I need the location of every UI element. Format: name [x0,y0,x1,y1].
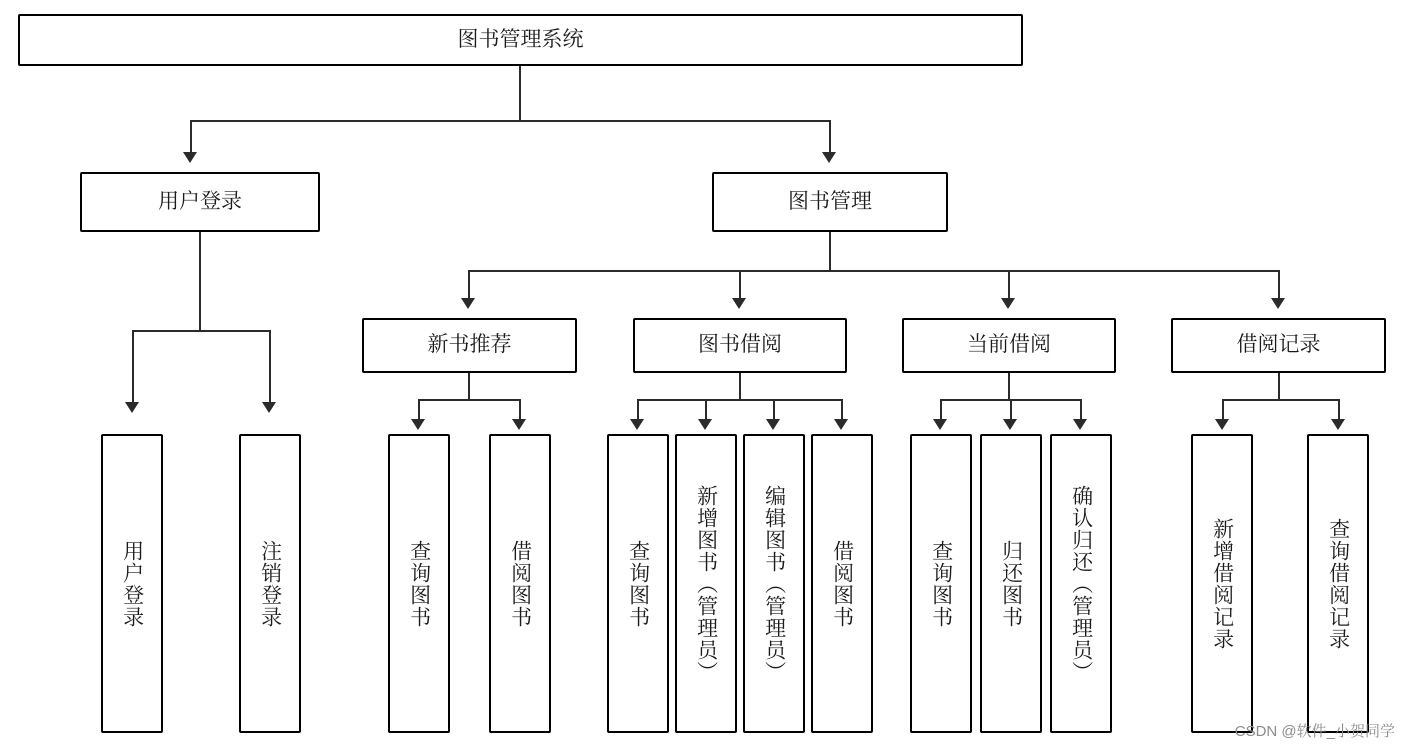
connector-book-borrow-drop-3 [773,399,775,421]
connector-new-book-drop-2 [519,399,521,421]
node-leaf-return-book-label: 归还图书 [999,539,1023,628]
connector-book-manage-drop-2 [739,270,741,300]
connector-book-manage-drop-4 [1278,270,1280,300]
node-book-borrow[interactable] [633,318,847,373]
arrow-book-manage-borrow-record [1271,298,1285,309]
node-leaf-confirm-return[interactable] [1050,434,1112,733]
node-leaf-query-book-3[interactable] [910,434,972,733]
arrow-user-login-leaf-1 [125,402,139,413]
node-leaf-query-book-1-label: 查询图书 [407,539,431,628]
arrow-current-borrow-leaf-1 [933,419,947,430]
arrow-root-to-book-manage [822,152,836,163]
node-leaf-add-record-label: 新增借阅记录 [1210,517,1234,650]
connector-root-to-book-manage [829,120,831,155]
connector-current-borrow-drop-1 [940,399,942,421]
node-leaf-query-book-2-label: 查询图书 [626,539,650,628]
node-leaf-return-book[interactable] [980,434,1042,733]
watermark-text: CSDN @软件_小贺同学 [1234,723,1395,740]
arrow-root-to-user-login [183,152,197,163]
connector-book-manage-bus [468,270,1278,272]
connector-root-to-user-login [190,120,192,155]
node-leaf-query-record-label: 查询借阅记录 [1326,517,1350,650]
node-root[interactable] [18,14,1023,66]
node-leaf-query-record[interactable] [1307,434,1369,733]
connector-new-book-bus [418,399,521,401]
node-leaf-add-record[interactable] [1191,434,1253,733]
node-root-label: 图书管理系统 [457,27,584,51]
connector-current-borrow-drop-2 [1010,399,1012,421]
connector-borrow-record-stem [1278,373,1280,401]
node-leaf-borrow-book-1-label: 借阅图书 [508,539,532,628]
node-user-login[interactable] [80,172,320,232]
arrow-new-book-leaf-1 [411,419,425,430]
arrow-current-borrow-leaf-3 [1073,419,1087,430]
node-new-book-recommend-label: 新书推荐 [427,333,512,357]
node-leaf-query-book-3-label: 查询图书 [929,539,953,628]
arrow-borrow-record-leaf-2 [1331,419,1345,430]
arrow-new-book-leaf-2 [512,419,526,430]
arrow-book-borrow-leaf-3 [766,419,780,430]
connector-book-manage-stem [829,232,831,272]
node-leaf-confirm-return-label: 确认归还（管理员） [1069,484,1093,683]
connector-borrow-record-drop-1 [1222,399,1224,421]
connector-user-login-stem [199,232,201,332]
arrow-book-borrow-leaf-1 [630,419,644,430]
node-book-borrow-label: 图书借阅 [698,333,782,357]
node-leaf-logout-label: 注销登录 [258,539,282,628]
node-book-manage-label: 图书管理 [788,189,872,213]
arrow-user-login-leaf-2 [262,402,276,413]
arrow-current-borrow-leaf-2 [1003,419,1017,430]
connector-book-manage-drop-3 [1008,270,1010,300]
node-new-book-recommend[interactable] [362,318,577,373]
connector-book-borrow-drop-1 [637,399,639,421]
node-current-borrow[interactable] [902,318,1116,373]
node-leaf-add-book-label: 新增图书（管理员） [694,484,718,683]
node-leaf-logout[interactable] [239,434,301,733]
node-leaf-query-book-2[interactable] [607,434,669,733]
connector-user-login-drop-2 [269,330,271,404]
node-leaf-add-book[interactable] [675,434,737,733]
node-book-manage[interactable] [712,172,948,232]
arrow-book-manage-current-borrow [1001,298,1015,309]
arrow-book-borrow-leaf-4 [834,419,848,430]
node-leaf-edit-book-label: 编辑图书（管理员） [762,484,786,683]
connector-book-borrow-drop-4 [841,399,843,421]
arrow-book-manage-book-borrow [732,298,746,309]
connector-book-borrow-drop-2 [705,399,707,421]
arrow-borrow-record-leaf-1 [1215,419,1229,430]
connector-user-login-bus [132,330,269,332]
arrow-book-borrow-leaf-2 [698,419,712,430]
node-leaf-user-login-label: 用户登录 [120,539,144,628]
connector-book-manage-drop-1 [468,270,470,300]
node-leaf-edit-book[interactable] [743,434,805,733]
connector-user-login-drop-1 [132,330,134,404]
connector-borrow-record-drop-2 [1338,399,1340,421]
connector-root-bus [190,120,830,122]
connector-book-borrow-stem [739,373,741,401]
connector-root-stem [519,66,521,121]
node-leaf-borrow-book-1[interactable] [489,434,551,733]
node-leaf-borrow-book-2-label: 借阅图书 [830,539,854,628]
connector-book-borrow-bus [637,399,842,401]
node-leaf-borrow-book-2[interactable] [811,434,873,733]
node-current-borrow-label: 当前借阅 [967,333,1051,357]
connector-new-book-stem [468,373,470,401]
connector-borrow-record-bus [1222,399,1338,401]
connector-new-book-drop-1 [418,399,420,421]
node-leaf-user-login[interactable] [101,434,163,733]
node-leaf-query-book-1[interactable] [388,434,450,733]
connector-current-borrow-drop-3 [1080,399,1082,421]
connector-current-borrow-stem [1008,373,1010,401]
arrow-book-manage-new-book [461,298,475,309]
node-user-login-label: 用户登录 [158,189,242,213]
node-borrow-record[interactable] [1171,318,1386,373]
node-borrow-record-label: 借阅记录 [1236,333,1321,357]
